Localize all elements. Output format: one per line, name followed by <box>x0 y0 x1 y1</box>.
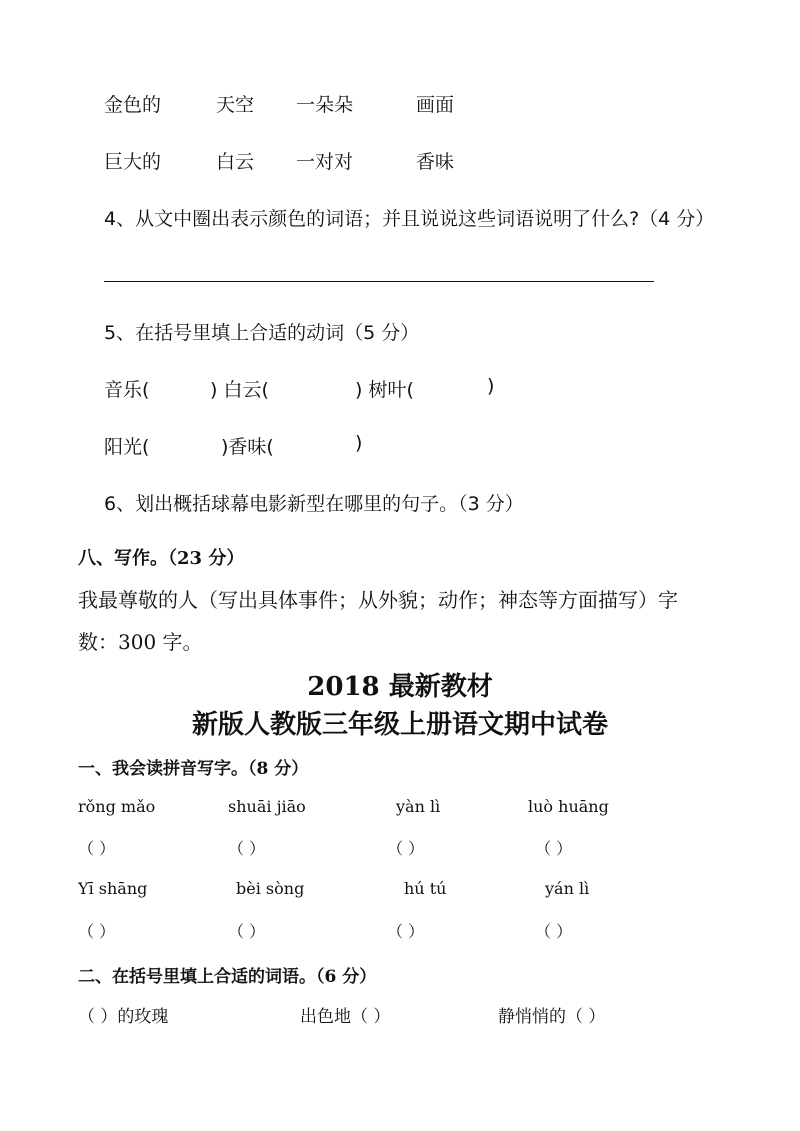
answer-blank: （ ） <box>228 839 266 858</box>
question-6: 6、划出概括球幕电影新型在哪里的句子。（3 分） <box>104 493 524 515</box>
verb-blank: 音乐( <box>104 379 150 401</box>
pinyin-item: shuāi jiāo <box>228 797 306 816</box>
answer-line <box>104 281 654 282</box>
verb-blank: ) 白云( <box>210 379 269 401</box>
pinyin-item: rǒng mǎo <box>78 797 156 816</box>
verb-blank: ) <box>487 375 495 397</box>
answer-blank: （ ） <box>387 922 425 941</box>
section-1-heading: 一、我会读拼音写字。（8 分） <box>78 759 309 779</box>
verb-blank: ) <box>355 432 363 454</box>
pinyin-item: yàn lì <box>396 797 441 816</box>
question-5: 5、在括号里填上合适的动词（5 分） <box>104 322 420 344</box>
match-word: 巨大的 <box>104 151 162 173</box>
match-word: 画面 <box>416 94 455 116</box>
verb-blank: ) 树叶( <box>355 379 414 401</box>
fill-word-item: 出色地（ ） <box>300 1007 391 1027</box>
match-word: 一朵朵 <box>296 94 354 116</box>
answer-blank: （ ） <box>78 839 116 858</box>
fill-word-item: （ ）的玫瑰 <box>78 1007 169 1027</box>
pinyin-item: luò huāng <box>528 797 609 816</box>
answer-blank: （ ） <box>228 922 266 941</box>
match-word: 白云 <box>216 151 255 173</box>
answer-blank: （ ） <box>535 839 573 858</box>
match-word: 金色的 <box>104 94 162 116</box>
answer-blank: （ ） <box>535 922 573 941</box>
section-2-heading: 二、在括号里填上合适的词语。（6 分） <box>78 967 377 987</box>
exam-title-year: 2018 最新教材 <box>307 672 493 702</box>
answer-blank: （ ） <box>78 922 116 941</box>
pinyin-item: Yī shāng <box>78 879 148 898</box>
exam-title: 新版人教版三年级上册语文期中试卷 <box>191 710 608 740</box>
writing-prompt-line-1: 我最尊敬的人（写出具体事件；从外貌；动作；神态等方面描写）字 <box>78 588 678 612</box>
pinyin-item: bèi sòng <box>236 879 305 898</box>
pinyin-item: yán lì <box>545 879 590 898</box>
verb-blank: )香味( <box>221 436 274 458</box>
fill-word-item: 静悄悄的（ ） <box>498 1007 606 1027</box>
writing-prompt-line-2: 数：300 字。 <box>78 630 203 654</box>
question-4: 4、从文中圈出表示颜色的词语；并且说说这些词语说明了什么?（4 分） <box>104 208 715 230</box>
match-word: 一对对 <box>296 151 354 173</box>
match-word: 香味 <box>416 151 455 173</box>
section-8-heading: 八、写作。（23 分） <box>78 548 245 569</box>
answer-blank: （ ） <box>387 839 425 858</box>
match-word: 天空 <box>216 94 255 116</box>
verb-blank: 阳光( <box>104 436 150 458</box>
pinyin-item: hú tú <box>404 879 447 898</box>
